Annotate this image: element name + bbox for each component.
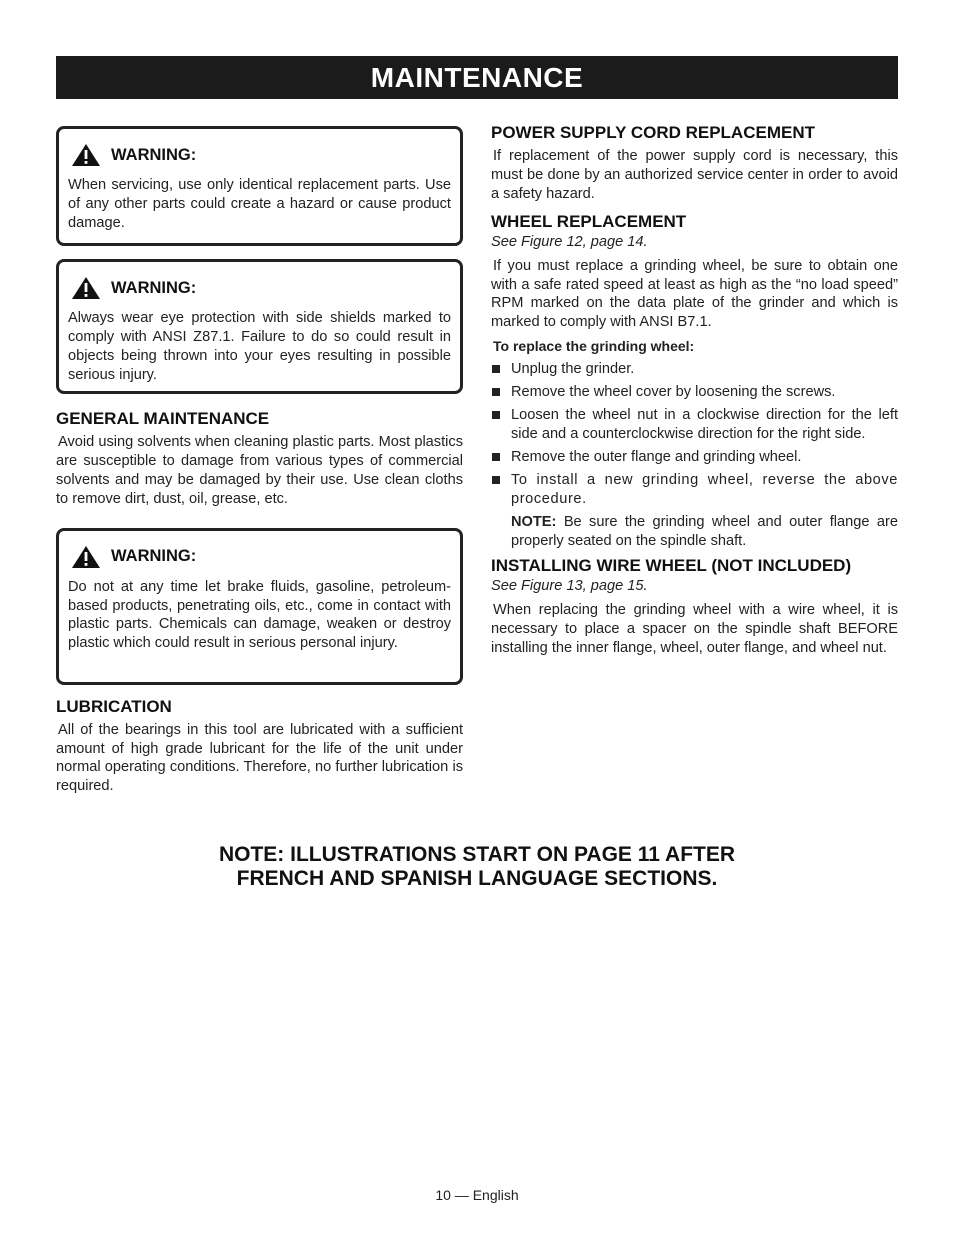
- lubrication-text: All of the bearings in this tool are lubricated with a sufficient amount of high grade lubricant for the life of the unit under normal operating conditions. Therefore, no further lubrication is required.: [56, 721, 463, 795]
- list-item: To install a new grinding wheel, reverse the above procedure.: [491, 471, 898, 509]
- bullet-square-icon: [492, 411, 500, 419]
- list-item: Remove the wheel cover by loosening the screws.: [491, 383, 898, 402]
- general-maintenance-heading: GENERAL MAINTENANCE: [56, 409, 270, 428]
- warning-text: Do not at any time let brake fluids, gasoline, petroleum-based products, penetrating oils, etc., come in contact with plastic parts. Chemicals can damage, weaken or destroy plastic which could result in serious personal injury.: [68, 578, 451, 652]
- wire-figure-reference: See Figure 13, page 15.: [491, 578, 648, 595]
- wheel-replacement-text: If you must replace a grinding wheel, be sure to obtain one with a safe rated speed at least as high as the “no load speed” RPM marked on the data plate of the grinder and which is marked to comply with ANSI B7.1.: [491, 257, 898, 331]
- page-title: MAINTENANCE: [370, 61, 584, 93]
- warning-box-eye-protection: [56, 259, 463, 394]
- page-title-bar: [56, 56, 898, 99]
- cord-replacement-heading: POWER SUPPLY CORD REPLACEMENT: [491, 123, 815, 142]
- bullet-square-icon: [492, 365, 500, 373]
- cord-replacement-text: If replacement of the power supply cord is necessary, this must be done by an authorized service center in order to avoid a safety hazard.: [491, 148, 898, 202]
- warning-header: [71, 276, 451, 300]
- list-item: Unplug the grinder.: [491, 360, 898, 379]
- illustrations-note-line1: NOTE: ILLUSTRATIONS START ON PAGE 11 AFTER: [218, 843, 736, 866]
- bullet-square-icon: [492, 476, 500, 484]
- wheel-replacement-heading: WHEEL REPLACEMENT: [491, 211, 687, 231]
- lubrication-heading: LUBRICATION: [56, 696, 172, 716]
- wheel-steps-list: [491, 360, 898, 508]
- bullet-square-icon: [492, 388, 500, 396]
- illustrations-note-line2: FRENCH AND SPANISH LANGUAGE SECTIONS.: [236, 867, 718, 890]
- warning-triangle-icon: [71, 545, 101, 569]
- note-text: Be sure the grinding wheel and outer flange are properly seated on the spindle shaft.: [511, 513, 898, 549]
- wheel-steps-subheading: To replace the grinding wheel:: [493, 338, 695, 355]
- list-item: Remove the outer flange and grinding wheel.: [491, 448, 898, 467]
- illustrations-note: [0, 843, 954, 891]
- warning-box-chemicals: [56, 528, 463, 685]
- warning-text: When servicing, use only identical replacement parts. Use of any other parts could create a hazard or cause product damage.: [68, 177, 451, 231]
- wire-wheel-heading: INSTALLING WIRE WHEEL (NOT INCLUDED): [491, 556, 852, 576]
- warning-label: WARNING:: [111, 278, 197, 297]
- warning-header: [71, 545, 451, 569]
- wheel-note: [491, 513, 898, 551]
- warning-triangle-icon: [71, 276, 101, 300]
- warning-label: WARNING:: [111, 145, 197, 164]
- list-item: Loosen the wheel nut in a clockwise direction for the left side and a counterclockwise direction for the right side.: [491, 406, 898, 444]
- warning-label: WARNING:: [111, 547, 197, 566]
- bullet-square-icon: [492, 453, 500, 461]
- warning-triangle-icon: [71, 143, 101, 167]
- general-maintenance-text: Avoid using solvents when cleaning plastic parts. Most plastics are susceptible to damage from various types of commercial solvents and may be damaged by their use. Use clean cloths to remove dirt, dust, oil, grease, etc.: [56, 434, 463, 507]
- left-column: [56, 126, 463, 796]
- note-label: NOTE:: [511, 513, 557, 530]
- page-footer: 10 — English: [435, 1187, 519, 1203]
- wheel-figure-reference: See Figure 12, page 14.: [491, 233, 648, 250]
- wire-wheel-text: When replacing the grinding wheel with a wire wheel, it is necessary to place a spacer on the spindle shaft BEFORE installing the inner flange, wheel, outer flange, and wheel nut.: [491, 602, 898, 657]
- right-column: [491, 122, 898, 658]
- warning-text: Always wear eye protection with side shields marked to comply with ANSI Z87.1. Failure to do so could result in objects being thrown into your eyes resulting in possible serious injury.: [68, 310, 451, 383]
- warning-box-replacement-parts: [56, 126, 463, 246]
- warning-header: [71, 143, 451, 167]
